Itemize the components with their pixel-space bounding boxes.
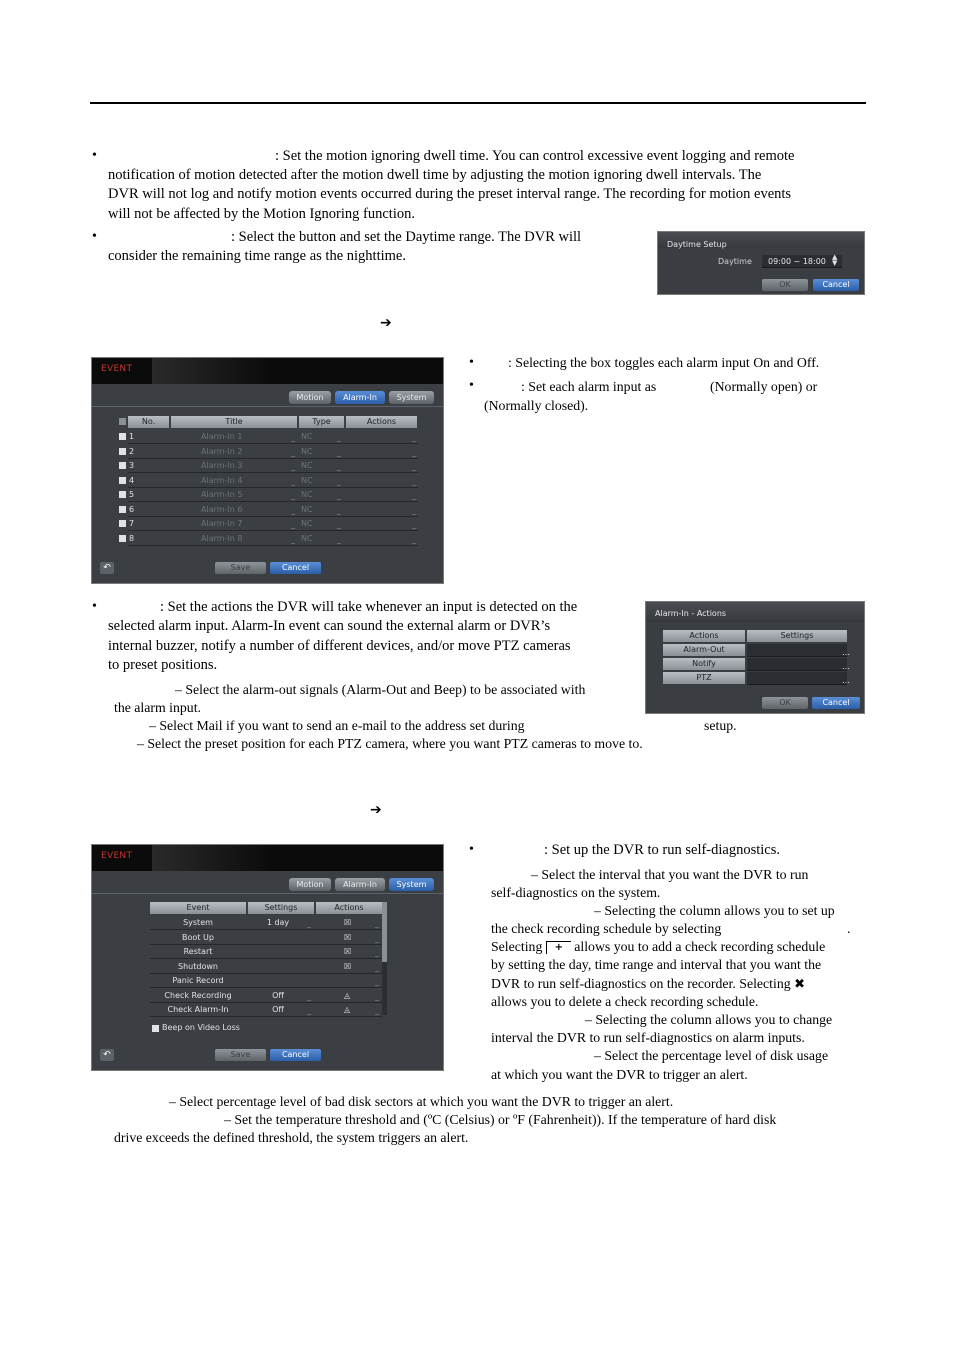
system-s5a: DVR to run self-diagnostics on the recorder. Selecting <box>491 976 791 991</box>
bullet: • <box>469 378 474 393</box>
row-checkbox[interactable] <box>119 535 126 542</box>
bullet: • <box>469 842 474 857</box>
row-actions[interactable] <box>346 503 417 516</box>
motion-ignoring-line4: will not be affected by the Motion Ignoring function. <box>108 206 415 222</box>
dropdown-icon: _ <box>337 476 341 486</box>
select-all-checkbox[interactable] <box>119 418 126 425</box>
daytime-label: Daytime <box>718 257 752 266</box>
notify-setting[interactable] <box>747 658 847 671</box>
action-row-ptz: PTZ <box>663 672 745 684</box>
arrow-right-icon: ➔ <box>370 802 382 818</box>
dropdown-icon: _ <box>337 520 341 529</box>
tab-system[interactable]: System <box>389 391 434 404</box>
system-s10: – Set the temperature threshold and (ºC (Celsius) or ºF (Fahrenheit)). If the temperature of hard disk <box>224 1112 777 1127</box>
alarm-in-type-mid: (Normally open) or <box>710 379 818 394</box>
row-checkbox[interactable] <box>119 448 126 455</box>
event-name: Boot Up <box>182 932 214 942</box>
ptz-setting[interactable] <box>747 672 847 685</box>
dropdown-icon: _ <box>307 1006 311 1015</box>
dropdown-icon: _ <box>412 520 416 529</box>
system-s7b: interval the DVR to run self-diagnostics on alarm inputs. <box>491 1030 805 1045</box>
col-header-actions: Actions <box>663 630 745 642</box>
row-title[interactable]: Alarm-In 5 <box>201 490 243 499</box>
dropdown-icon: _ <box>412 433 416 442</box>
dialog-title: Alarm-In - Actions <box>655 609 727 618</box>
dropdown-icon: _ <box>412 476 416 486</box>
daytime-range-value: 09:00 ~ 18:00 <box>768 257 826 266</box>
dropdown-icon: _ <box>337 505 341 515</box>
system-bullet-text: : Set up the DVR to run self-diagnostics. <box>544 842 781 858</box>
col-header-actions: Actions <box>346 416 417 428</box>
actions-sub1b: the alarm input. <box>114 700 201 715</box>
dropdown-icon: _ <box>291 476 295 486</box>
actions-line1: : Set the actions the DVR will take whenever an input is detected on the <box>160 599 578 615</box>
event-name: Restart <box>183 947 213 956</box>
event-name: Check Recording <box>164 990 232 1000</box>
motion-ignoring-line2: notification of motion detected after the motion dwell time by adjusting the motion ignoring dwell intervals. The <box>108 167 762 183</box>
dropdown-icon: _ <box>375 962 379 972</box>
system-s3a: Selecting <box>491 939 543 954</box>
dropdown-icon: _ <box>291 491 295 500</box>
motion-ignoring-line1: : Set the motion ignoring dwell time. You can control excessive event logging and remote <box>275 148 795 164</box>
row-title[interactable]: Alarm-In 7 <box>201 519 243 528</box>
row-number: 6 <box>129 504 135 514</box>
row-title[interactable]: Alarm-In 6 <box>201 504 243 514</box>
cancel-button[interactable]: Cancel <box>270 562 321 574</box>
dropdown-icon: _ <box>337 534 341 544</box>
col-header-title: Title <box>171 416 297 428</box>
row-type[interactable]: NC <box>301 475 313 485</box>
back-icon[interactable]: ↶ <box>100 1049 114 1061</box>
row-number: 2 <box>129 446 135 456</box>
actions-sub2-end: setup. <box>704 718 737 733</box>
dropdown-icon: _ <box>412 534 416 544</box>
event-name: System <box>183 918 213 927</box>
panel-title: EVENT <box>101 851 133 861</box>
actions-sub1: – Select the alarm-out signals (Alarm-Out and Beep) to be associated with <box>175 682 586 697</box>
row-actions[interactable] <box>346 459 417 472</box>
row-type[interactable]: NC <box>301 490 313 499</box>
dropdown-icon: _ <box>307 991 311 1001</box>
dropdown-icon: _ <box>337 447 341 457</box>
dropdown-icon: _ <box>375 991 379 1001</box>
dropdown-icon: _ <box>307 919 311 928</box>
back-icon[interactable]: ↶ <box>100 562 114 574</box>
cancel-button[interactable]: Cancel <box>812 697 860 709</box>
event-setting[interactable] <box>248 931 308 944</box>
beep-label: Beep on Video Loss <box>162 1023 240 1032</box>
col-header-type: Type <box>299 416 344 428</box>
alarm-out-setting[interactable] <box>747 644 847 657</box>
mail-icon[interactable]: ☒ <box>344 932 352 942</box>
event-setting[interactable] <box>248 960 308 973</box>
row-number: 1 <box>129 432 135 441</box>
system-s1: – Select the interval that you want the DVR to run <box>531 867 809 882</box>
bell-icon[interactable]: ◬ <box>344 1005 351 1014</box>
row-type[interactable]: NC <box>301 533 313 543</box>
mail-icon[interactable]: ☒ <box>344 918 352 927</box>
row-number: 4 <box>129 475 135 485</box>
dropdown-icon: _ <box>337 491 341 500</box>
actions-line3: internal buzzer, notify a number of different devices, and/or move PTZ cameras <box>108 638 571 654</box>
row-number: 3 <box>129 461 135 470</box>
alarm-in-type-text: : Set each alarm input as <box>521 379 657 394</box>
actions-sub2: – Select Mail if you want to send an e-mail to the address set during <box>149 718 525 733</box>
dropdown-icon: _ <box>291 447 295 457</box>
row-checkbox[interactable] <box>119 506 126 513</box>
actions-line4: to preset positions. <box>108 657 218 673</box>
action-row-notify: Notify <box>663 658 745 670</box>
save-button[interactable]: Save <box>215 562 266 574</box>
row-title[interactable]: Alarm-In 2 <box>201 446 243 456</box>
row-actions[interactable] <box>346 445 417 458</box>
dropdown-icon: _ <box>412 505 416 515</box>
event-setting[interactable]: 1 day <box>266 918 290 927</box>
system-s8b: at which you want the DVR to trigger an alert. <box>491 1067 748 1082</box>
row-type[interactable]: NC <box>301 432 313 441</box>
col-header-event: Event <box>150 902 246 914</box>
system-s10b: drive exceeds the defined threshold, the system triggers an alert. <box>114 1130 469 1145</box>
row-checkbox[interactable] <box>119 491 126 498</box>
system-s2: – Selecting the column allows you to set up <box>594 903 835 918</box>
tab-alarm-in[interactable]: Alarm-In <box>335 391 385 404</box>
row-title[interactable]: Alarm-In 4 <box>201 475 243 485</box>
save-button[interactable]: Save <box>215 1049 266 1061</box>
row-checkbox[interactable] <box>119 477 126 484</box>
col-header-no: No. <box>128 416 169 428</box>
dropdown-icon: _ <box>412 491 416 500</box>
row-checkbox[interactable] <box>119 433 126 440</box>
ok-button[interactable]: OK <box>762 697 808 709</box>
tab-motion[interactable]: Motion <box>289 391 331 404</box>
event-setting[interactable]: Off <box>272 1005 284 1014</box>
system-s7: – Selecting the column allows you to change <box>585 1012 833 1027</box>
row-actions[interactable] <box>346 430 417 443</box>
row-type[interactable]: NC <box>301 446 313 456</box>
bullet: • <box>92 148 97 163</box>
tab-alarm-in[interactable]: Alarm-In <box>335 878 385 891</box>
spin-arrows-icon[interactable]: ▲ ▼ <box>832 253 838 267</box>
dropdown-icon: _ <box>412 447 416 457</box>
alarm-in-actions-dialog <box>645 601 865 714</box>
row-checkbox[interactable] <box>119 462 126 469</box>
cancel-button[interactable]: Cancel <box>813 279 859 291</box>
col-header-actions: Actions <box>316 902 382 914</box>
system-s5 <box>491 975 866 994</box>
dropdown-icon: … <box>842 676 850 685</box>
scrollbar-thumb[interactable] <box>382 902 387 962</box>
event-name: Check Alarm-In <box>167 1005 229 1014</box>
row-type[interactable]: NC <box>301 504 313 514</box>
row-title[interactable]: Alarm-In 3 <box>201 461 243 470</box>
system-s1b: self-diagnostics on the system. <box>491 885 661 900</box>
event-name: Shutdown <box>178 961 218 971</box>
event-setting[interactable] <box>248 945 308 958</box>
bullet: • <box>469 355 474 370</box>
row-number: 5 <box>129 490 135 499</box>
dropdown-icon: _ <box>291 534 295 544</box>
row-actions[interactable] <box>346 517 417 530</box>
dropdown-icon: _ <box>291 505 295 515</box>
mail-icon[interactable]: ☒ <box>344 947 352 956</box>
system-panel <box>91 844 444 1071</box>
motion-ignoring-line3: DVR will not log and notify motion events occurred during the preset interval range. The recording for motion events <box>108 186 792 202</box>
row-number: 7 <box>129 519 135 528</box>
row-number: 8 <box>129 533 135 543</box>
row-type[interactable]: NC <box>301 519 313 528</box>
delete-schedule-icon: ✖ <box>794 977 805 992</box>
dropdown-icon: _ <box>337 433 341 442</box>
row-actions[interactable] <box>346 488 417 501</box>
action-row-alarm-out: Alarm-Out <box>663 644 745 656</box>
alarm-in-panel <box>91 357 444 584</box>
system-s9: – Select percentage level of bad disk sectors at which you want the DVR to trigger an alert. <box>169 1094 674 1109</box>
event-name: Panic Record <box>172 976 224 985</box>
dropdown-icon: _ <box>375 948 379 957</box>
alarm-in-toggle-text: : Selecting the box toggles each alarm input On and Off. <box>508 355 820 370</box>
dropdown-icon: _ <box>291 433 295 442</box>
panel-title: EVENT <box>101 364 133 374</box>
dropdown-icon: _ <box>375 933 379 943</box>
row-actions[interactable] <box>346 474 417 487</box>
arrow-right-icon: ➔ <box>380 315 392 331</box>
dropdown-icon: _ <box>337 462 341 471</box>
daytime-line2: consider the remaining time range as the nighttime. <box>108 248 406 264</box>
row-title[interactable]: Alarm-In 8 <box>201 533 243 543</box>
system-s2b-end: . <box>847 921 851 936</box>
row-title[interactable]: Alarm-In 1 <box>201 432 243 441</box>
bell-icon[interactable]: ◬ <box>344 990 351 1000</box>
event-setting[interactable] <box>248 974 308 987</box>
row-type[interactable]: NC <box>301 461 313 470</box>
system-s3 <box>491 938 866 956</box>
actions-sub3: – Select the preset position for each PTZ camera, where you want PTZ cameras to move to. <box>137 736 643 751</box>
system-s6: allows you to delete a check recording schedule. <box>491 994 759 1009</box>
add-schedule-icon: + <box>546 941 571 954</box>
bullet: • <box>92 229 97 244</box>
alarm-in-type-line2: (Normally closed). <box>484 398 589 413</box>
cancel-button[interactable]: Cancel <box>270 1049 321 1061</box>
row-checkbox[interactable] <box>119 520 126 527</box>
dropdown-icon: _ <box>412 462 416 471</box>
col-header-settings: Settings <box>747 630 847 642</box>
daytime-line1: : Select the button and set the Daytime range. The DVR will <box>231 229 582 245</box>
dropdown-icon: _ <box>375 977 379 986</box>
dropdown-icon: _ <box>375 919 379 928</box>
event-setting[interactable]: Off <box>272 990 284 1000</box>
dropdown-icon: … <box>842 662 850 671</box>
row-actions[interactable] <box>346 532 417 545</box>
system-s2b: the check recording schedule by selecting <box>491 921 722 936</box>
mail-icon[interactable]: ☒ <box>344 961 352 971</box>
ok-button[interactable]: OK <box>762 279 808 291</box>
dialog-title: Daytime Setup <box>667 240 727 249</box>
dropdown-icon: _ <box>291 462 295 471</box>
dropdown-icon: _ <box>375 1006 379 1015</box>
header-rule <box>90 102 866 104</box>
daytime-setup-dialog <box>657 231 865 295</box>
col-header-settings: Settings <box>248 902 314 914</box>
system-s4: by setting the day, time range and interval that you want the <box>491 957 822 972</box>
beep-checkbox[interactable] <box>152 1025 159 1032</box>
dropdown-icon: _ <box>291 520 295 529</box>
tab-motion[interactable]: Motion <box>289 878 331 891</box>
system-s8: – Select the percentage level of disk usage <box>594 1048 829 1063</box>
bullet: • <box>92 599 97 614</box>
tab-system[interactable]: System <box>389 878 434 891</box>
system-s3b: allows you to add a check recording schedule <box>574 939 826 954</box>
dropdown-icon: … <box>842 648 850 657</box>
actions-line2: selected alarm input. Alarm-In event can sound the external alarm or DVR’s <box>108 618 551 634</box>
